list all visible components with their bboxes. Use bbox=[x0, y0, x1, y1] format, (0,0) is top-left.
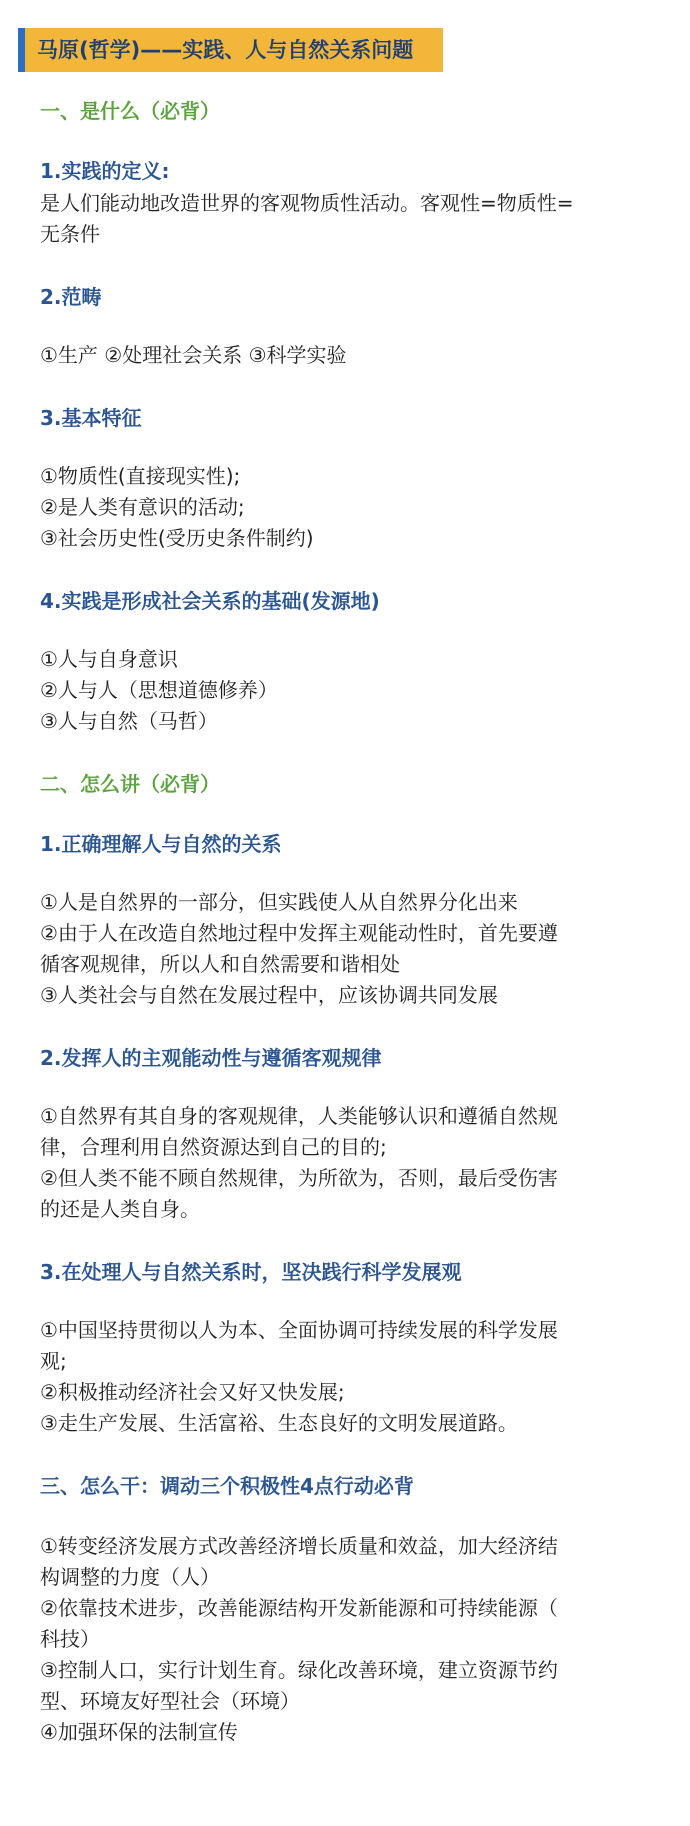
text-line: ③人类社会与自然在发展过程中，应该协调共同发展 bbox=[40, 983, 498, 1007]
subsection-heading: 4.实践是形成社会关系的基础(发源地) bbox=[40, 589, 380, 613]
document-body bbox=[40, 92, 670, 1780]
text-line: ②但人类不能不顾自然规律，为所欲为，否则，最后受伤害 bbox=[40, 1166, 558, 1190]
text-line: ②依靠技术进步，改善能源结构开发新能源和可持续能源（ bbox=[40, 1596, 558, 1620]
text-line: ②由于人在改造自然地过程中发挥主观能动性时，首先要遵 bbox=[40, 921, 558, 945]
title-banner: 马原(哲学)——实践、人与自然关系问题 bbox=[18, 28, 443, 72]
text-line: 律，合理利用自然资源达到自己的目的; bbox=[40, 1135, 387, 1159]
subsection-heading: 1.正确理解人与自然的关系 bbox=[40, 832, 282, 856]
text-line: ②积极推动经济社会又好又快发展; bbox=[40, 1380, 345, 1404]
subsection-heading: 2.范畴 bbox=[40, 285, 102, 309]
content-block bbox=[40, 1043, 670, 1225]
text-line: 循客观规律，所以人和自然需要和谐相处 bbox=[40, 952, 400, 976]
text-line: ②人与人（思想道德修养） bbox=[40, 678, 278, 702]
text-line: ①物质性(直接现实性); bbox=[40, 464, 241, 488]
text-line: ①中国坚持贯彻以人为本、全面协调可持续发展的科学发展 bbox=[40, 1318, 558, 1342]
text-line: 观; bbox=[40, 1349, 67, 1373]
text-line: ①转变经济发展方式改善经济增长质量和效益，加大经济结 bbox=[40, 1534, 558, 1558]
text-line: ①人是自然界的一部分，但实践使人从自然界分化出来 bbox=[40, 890, 518, 914]
text-line: ③控制人口，实行计划生育。绿化改善环境，建立资源节约 bbox=[40, 1658, 558, 1682]
text-line: 型、环境友好型社会（环境） bbox=[40, 1689, 300, 1713]
text-line: ②是人类有意识的活动; bbox=[40, 495, 245, 519]
section-heading: 三、怎么干：调动三个积极性4点行动必背 bbox=[40, 1474, 414, 1498]
text-line: ③社会历史性(受历史条件制约) bbox=[40, 526, 314, 550]
text-line: ①人与自身意识 bbox=[40, 647, 178, 671]
content-block bbox=[40, 403, 670, 554]
section-heading: 一、是什么（必背） bbox=[40, 99, 220, 123]
subsection-heading: 3.在处理人与自然关系时，坚决践行科学发展观 bbox=[40, 1260, 462, 1284]
text-line: 科技） bbox=[40, 1627, 100, 1651]
subsection-heading: 3.基本特征 bbox=[40, 406, 142, 430]
subsection-heading: 2.发挥人的主观能动性与遵循客观规律 bbox=[40, 1046, 382, 1070]
section-heading: 二、怎么讲（必背） bbox=[40, 772, 220, 796]
text-line: 构调整的力度（人） bbox=[40, 1565, 220, 1589]
content-block bbox=[40, 1257, 670, 1439]
content-block bbox=[40, 282, 670, 371]
content-block bbox=[40, 156, 670, 250]
content-block bbox=[40, 829, 670, 1011]
content-block bbox=[40, 1531, 670, 1748]
text-line: ③走生产发展、生活富裕、生态良好的文明发展道路。 bbox=[40, 1411, 518, 1435]
text-line: 的还是人类自身。 bbox=[40, 1197, 200, 1221]
text-line: ①自然界有其自身的客观规律，人类能够认识和遵循自然规 bbox=[40, 1104, 558, 1128]
text-line: 无条件 bbox=[40, 222, 100, 246]
text-line: 是人们能动地改造世界的客观物质性活动。客观性=物质性= bbox=[40, 191, 574, 215]
subsection-heading: 1.实践的定义: bbox=[40, 159, 170, 183]
content-block bbox=[40, 586, 670, 737]
text-line: ①生产 ②处理社会关系 ③科学实验 bbox=[40, 343, 347, 367]
text-line: ③人与自然（马哲） bbox=[40, 709, 218, 733]
text-line: ④加强环保的法制宣传 bbox=[40, 1720, 238, 1744]
